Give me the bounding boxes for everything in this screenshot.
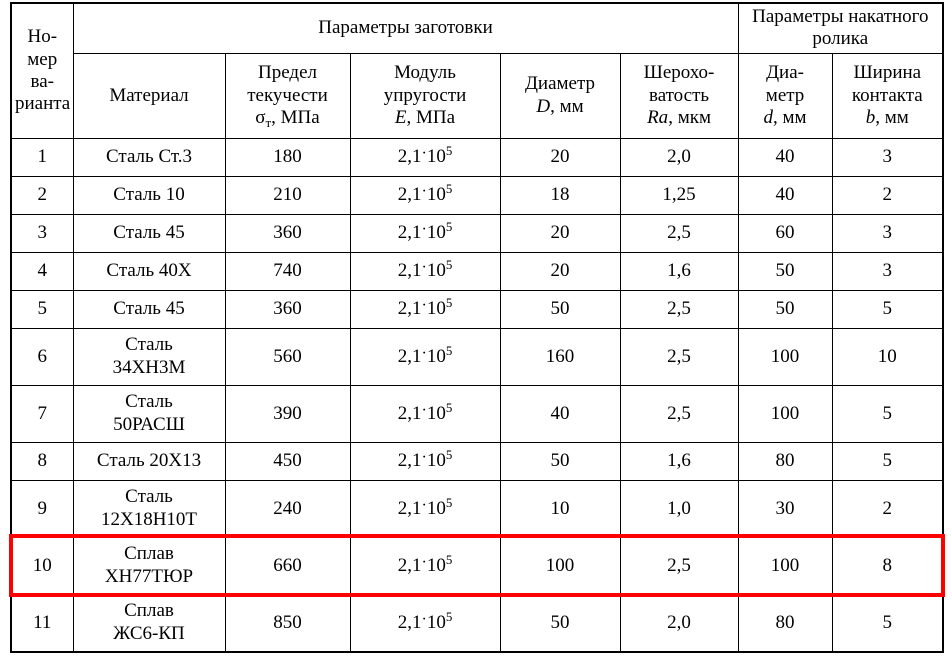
cell-contact-width: 2: [832, 176, 943, 214]
cell-elastic-modulus: $2,1^\cdot 10^5$: [350, 594, 500, 652]
cell-material: Сталь 45: [73, 214, 225, 252]
cell-diameter: 20: [500, 214, 620, 252]
cell-variant: 9: [11, 480, 73, 537]
table-header-row-1: [11, 3, 943, 53]
cell-elastic-modulus: $2,1^\cdot 10^5$: [350, 537, 500, 594]
table-row: [11, 252, 943, 290]
cell-material: Сталь 50РАСШ: [73, 385, 225, 442]
cell-yield-strength: 180: [225, 138, 350, 176]
cell-yield-strength: 210: [225, 176, 350, 214]
cell-yield-strength: 560: [225, 328, 350, 385]
header-roughness-line1: Шерохо-: [643, 62, 715, 84]
header-roughness-line3: Ra, мкм: [647, 107, 711, 129]
cell-material: Сталь 45: [73, 290, 225, 328]
cell-elastic-modulus: $2,1^\cdot 10^5$: [350, 214, 500, 252]
cell-diameter: 50: [500, 594, 620, 652]
cell-contact-width: 8: [832, 537, 943, 594]
cell-contact-width: 3: [832, 214, 943, 252]
cell-contact-width: 5: [832, 385, 943, 442]
cell-roughness: 1,0: [620, 480, 738, 537]
header-variant-number: [11, 3, 73, 138]
header-modulus-line2: упругости: [383, 84, 467, 106]
cell-roller-diameter: 100: [738, 385, 832, 442]
cell-material: Сталь Ст.3: [73, 138, 225, 176]
cell-variant: 6: [11, 328, 73, 385]
table-row: [11, 138, 943, 176]
cell-yield-strength: 360: [225, 214, 350, 252]
cell-elastic-modulus: $2,1^\cdot 10^5$: [350, 290, 500, 328]
header-contact-width: [832, 53, 943, 138]
header-diameter-line1: Диаметр: [524, 73, 596, 95]
cell-material: Сплав ЖС6-КП: [73, 594, 225, 652]
cell-diameter: 20: [500, 252, 620, 290]
cell-roller-diameter: 30: [738, 480, 832, 537]
cell-roller-diameter: 80: [738, 442, 832, 480]
header-group-workpiece: Параметры заготовки: [73, 3, 738, 53]
cell-roller-diameter: 50: [738, 290, 832, 328]
table-row: [11, 442, 943, 480]
header-roller-diameter: [738, 53, 832, 138]
cell-material: Сталь 20Х13: [73, 442, 225, 480]
cell-diameter: 10: [500, 480, 620, 537]
cell-elastic-modulus: $2,1^\cdot 10^5$: [350, 328, 500, 385]
cell-contact-width: 5: [832, 290, 943, 328]
header-roller-d-line3: d, мм: [763, 107, 807, 129]
cell-contact-width: 5: [832, 594, 943, 652]
cell-variant: 4: [11, 252, 73, 290]
cell-material: Сплав ХН77ТЮР: [73, 537, 225, 594]
cell-roller-diameter: 80: [738, 594, 832, 652]
cell-yield-strength: 740: [225, 252, 350, 290]
parameters-table: [10, 2, 944, 653]
table-row: [11, 214, 943, 252]
cell-diameter: 50: [500, 442, 620, 480]
cell-diameter: 50: [500, 290, 620, 328]
cell-contact-width: 3: [832, 138, 943, 176]
header-variant-line4: рианта: [15, 93, 71, 115]
header-width-line1: Ширина: [853, 62, 922, 84]
header-diameter-line2: D, мм: [536, 95, 584, 117]
header-roughness-line2: ватость: [648, 84, 710, 106]
cell-roller-diameter: 40: [738, 138, 832, 176]
cell-roughness: 1,6: [620, 252, 738, 290]
table-row: [11, 537, 943, 594]
cell-roughness: 2,5: [620, 537, 738, 594]
document-sheet: [10, 2, 942, 653]
table-row: [11, 594, 943, 652]
cell-roughness: 1,25: [620, 176, 738, 214]
cell-contact-width: 5: [832, 442, 943, 480]
cell-material: Сталь 34ХН3М: [73, 328, 225, 385]
header-group-roller-text: Параметры накатного ролика: [752, 6, 929, 50]
cell-roughness: 2,0: [620, 594, 738, 652]
cell-roughness: 2,0: [620, 138, 738, 176]
cell-roller-diameter: 60: [738, 214, 832, 252]
table-header-row-2: [11, 53, 943, 138]
cell-diameter: 20: [500, 138, 620, 176]
cell-variant: 5: [11, 290, 73, 328]
cell-contact-width: 10: [832, 328, 943, 385]
cell-elastic-modulus: $2,1^\cdot 10^5$: [350, 176, 500, 214]
cell-roughness: 2,5: [620, 290, 738, 328]
cell-variant: 10: [11, 537, 73, 594]
cell-roller-diameter: 40: [738, 176, 832, 214]
header-material: Материал: [73, 53, 225, 138]
header-roughness: [620, 53, 738, 138]
cell-yield-strength: 850: [225, 594, 350, 652]
header-width-line2: контакта: [851, 84, 923, 106]
cell-diameter: 18: [500, 176, 620, 214]
cell-material: Сталь 40Х: [73, 252, 225, 290]
cell-yield-strength: 660: [225, 537, 350, 594]
header-yield-line1: Предел: [258, 62, 317, 84]
cell-material: Сталь 10: [73, 176, 225, 214]
header-yield-strength: [225, 53, 350, 138]
cell-yield-strength: 360: [225, 290, 350, 328]
header-variant-line1: Но-: [27, 26, 58, 48]
header-yield-line2: текучести: [247, 84, 328, 106]
cell-elastic-modulus: $2,1^\cdot 10^5$: [350, 442, 500, 480]
cell-diameter: 100: [500, 537, 620, 594]
header-elastic-modulus: [350, 53, 500, 138]
header-group-roller: [738, 3, 943, 53]
cell-variant: 11: [11, 594, 73, 652]
cell-roughness: 1,6: [620, 442, 738, 480]
table-body: [11, 138, 943, 652]
header-modulus-line3: E, МПа: [394, 107, 456, 129]
table-row: [11, 290, 943, 328]
header-yield-line3: $\sigma_т$, МПа: [255, 107, 320, 130]
header-width-line3: b, мм: [865, 107, 909, 129]
cell-diameter: 160: [500, 328, 620, 385]
cell-roughness: 2,5: [620, 214, 738, 252]
cell-yield-strength: 240: [225, 480, 350, 537]
table-row: [11, 328, 943, 385]
header-modulus-line1: Модуль: [394, 62, 456, 84]
cell-elastic-modulus: $2,1^\cdot 10^5$: [350, 480, 500, 537]
table-row: [11, 176, 943, 214]
cell-variant: 2: [11, 176, 73, 214]
header-diameter: [500, 53, 620, 138]
cell-roughness: 2,5: [620, 328, 738, 385]
cell-roughness: 2,5: [620, 385, 738, 442]
header-variant-line3: ва-: [30, 70, 54, 92]
table-row: [11, 480, 943, 537]
header-variant-line2: мер: [27, 48, 58, 70]
cell-contact-width: 2: [832, 480, 943, 537]
cell-variant: 8: [11, 442, 73, 480]
cell-variant: 7: [11, 385, 73, 442]
cell-yield-strength: 390: [225, 385, 350, 442]
cell-contact-width: 3: [832, 252, 943, 290]
cell-roller-diameter: 100: [738, 328, 832, 385]
cell-roller-diameter: 50: [738, 252, 832, 290]
cell-elastic-modulus: $2,1^\cdot 10^5$: [350, 252, 500, 290]
header-roller-d-line1: Диа-: [766, 62, 804, 84]
cell-roller-diameter: 100: [738, 537, 832, 594]
cell-variant: 1: [11, 138, 73, 176]
cell-yield-strength: 450: [225, 442, 350, 480]
cell-material: Сталь 12Х18Н10Т: [73, 480, 225, 537]
cell-elastic-modulus: $2,1^\cdot 10^5$: [350, 138, 500, 176]
cell-diameter: 40: [500, 385, 620, 442]
cell-variant: 3: [11, 214, 73, 252]
header-roller-d-line2: метр: [765, 84, 805, 106]
cell-elastic-modulus: $2,1^\cdot 10^5$: [350, 385, 500, 442]
table-row: [11, 385, 943, 442]
